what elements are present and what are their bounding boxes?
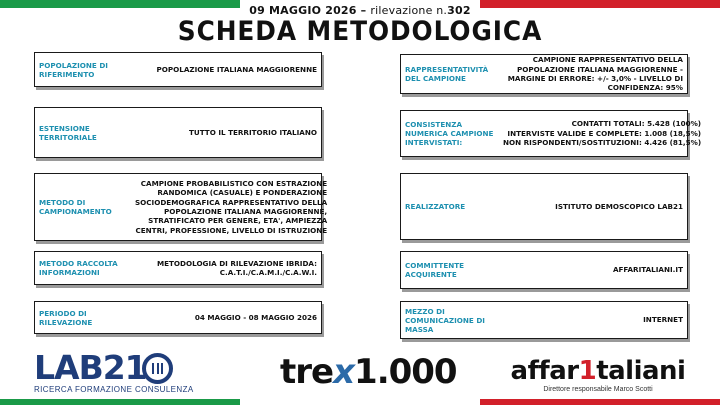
card-value [555,202,687,211]
card-label [35,124,135,142]
card-value-line: INTERVISTE VALIDE E COMPLETE: 1.008 (18,5%) [507,128,702,138]
trex-logo: trex1.000 [280,352,457,392]
affaritaliani-tagline: Direttore responsabile Marco Scotti [543,386,653,393]
card-label [401,307,503,334]
rilevazione-label: rilevazione n. [370,4,448,17]
card-value-line: CONFIDENZA: 95% [607,83,683,93]
right-info-card [400,173,688,240]
card-label [35,259,135,277]
left-info-card [34,107,322,158]
card-label-line: POPOLAZIONE DI [39,60,108,70]
card-label-line: COMMITTENTE [405,261,465,270]
card-value-line: C.A.T.I./C.A.M.I./C.A.W.I. [219,268,317,277]
card-label-line: RAPPRESENTATIVITÀ [405,65,489,74]
card-value-line: 04 MAGGIO - 08 MAGGIO 2026 [194,312,317,322]
card-label-line: ESTENSIONE [39,123,90,133]
card-value-line: ISTITUTO DEMOSCOPICO LAB21 [555,201,683,211]
right-info-card [400,251,688,289]
left-info-card [34,173,328,241]
card-label-line: MEZZO DI [405,306,445,316]
card-value-line: AFFARITALIANI.IT [612,265,683,275]
page-title: SCHEDA METODOLOGICA [177,16,543,47]
card-label-line: METODO RACCOLTA [39,259,118,268]
affaritaliani-logo [488,356,708,393]
card-value-line: POPOLAZIONE ITALIANA MAGGIORENNE [156,64,317,74]
card-value [503,119,705,147]
affaritaliani-wordmark: affar1taliani [510,356,686,386]
card-label-line: INTERVISTATI: [405,138,463,147]
card-value-line: CAMPIONE RAPPRESENTATIVO DELLA [532,55,683,65]
card-label-line: ACQUIRENTE [405,270,457,279]
card-label [35,61,135,79]
card-label-line: RILEVAZIONE [39,317,93,327]
card-value [643,315,687,324]
card-value-line: POPOLAZIONE ITALIANA MAGGIORENNE, [163,207,328,216]
card-label-line: PERIODO DI [39,308,87,318]
card-value-line: STRATIFICATO PER GENERE, ETA', AMPIEZZA [148,216,328,226]
card-value [135,179,331,235]
bar-chart-circle-icon [142,353,173,384]
left-info-card [34,52,322,87]
card-value-line: NON RISPONDENTI/SOSTITUZIONI: 4.426 (81,5%) [503,138,702,148]
card-label-line: COMUNICAZIONE DI [405,315,485,325]
card-value-line: TUTTO IL TERRITORIO ITALIANO [189,127,317,137]
card-value [157,259,321,278]
card-label-line: DEL CAMPIONE [405,74,466,83]
right-info-card [400,301,688,339]
card-value [195,313,321,322]
card-label-line: CAMPIONAMENTO [39,207,112,216]
card-value [157,65,321,74]
trex-x-mark: x [333,352,355,392]
survey-subtitle: 09 MAGGIO 2026 – rilevazione n.302 [249,4,471,17]
card-value-line: METODOLOGIA DI RILEVAZIONE IBRIDA: [156,258,317,268]
card-label [35,309,135,327]
card-label [401,261,503,279]
card-value-line: CONTATTI TOTALI: 5.428 (100%) [571,119,702,129]
card-label-line: TERRITORIALE [39,132,97,142]
card-label-line: NUMERICA CAMPIONE [405,129,494,138]
card-label-line: MASSA [405,324,434,334]
header [0,4,720,47]
card-value-line: MARGINE DI ERRORE: +/- 3,0% - LIVELLO DI [507,74,683,83]
card-label-line: REALIZZATORE [405,202,466,211]
card-label [401,120,503,147]
card-value [189,128,321,137]
right-info-card [400,54,688,94]
lab21-wordmark: LAB21 [34,348,147,387]
rilevazione-number: 302 [447,4,471,17]
card-value-line: INTERNET [643,315,683,325]
card-label-line: INFORMAZIONI [39,268,100,277]
card-label [401,65,503,83]
card-value-line: CENTRI, PROFESSIONE, LIVELLO DI ISTRUZIONE [135,225,328,235]
survey-date: 09 MAGGIO 2026 [249,4,357,17]
card-value-line: SOCIODEMOGRAFICA RAPPRESENTATIVO DELLA [135,197,328,207]
card-label [35,198,135,216]
card-label-line: METODO DI [39,198,86,207]
card-label [401,202,503,211]
card-label-line: CONSISTENZA [405,120,463,129]
card-value [508,55,687,93]
lab21-tagline: RICERCA FORMAZIONE CONSULENZA [34,385,194,394]
card-value [613,265,687,274]
right-info-card [400,110,702,157]
card-value-line: CAMPIONE PROBABILISTICO CON ESTRAZIONE [140,178,328,188]
left-info-card [34,301,322,334]
card-value-line: POPOLAZIONE ITALIANA MAGGIORENNE - [517,64,683,74]
left-info-card [34,251,322,285]
lab21-logo [34,348,194,398]
card-label-line: RIFERIMENTO [39,69,95,79]
card-value-line: RANDOMICA (CASUALE) E PONDERAZIONE [157,188,328,198]
bottom-flag-stripe [0,399,720,405]
